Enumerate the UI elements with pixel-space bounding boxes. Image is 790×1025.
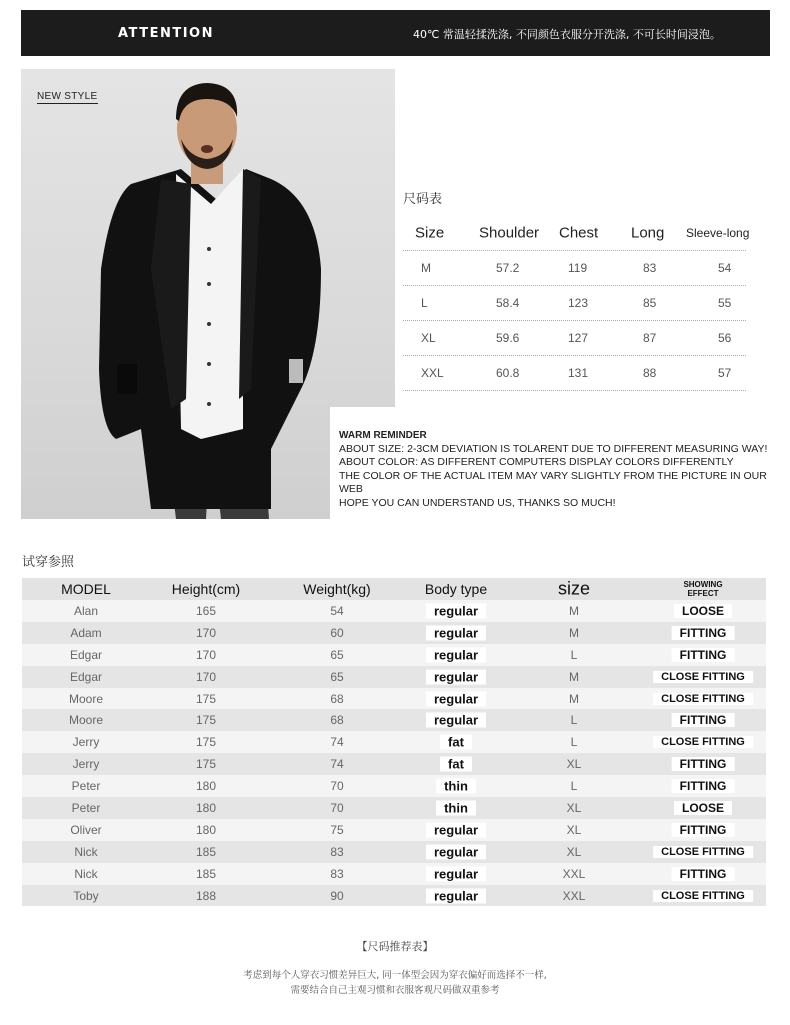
sleeve-long-cell: 54 [718,261,732,275]
size-header: Size [415,224,445,242]
height-cell: 180 [195,779,217,794]
chest-cell: 123 [568,296,589,310]
height-header: Height(cm) [171,581,241,597]
model-cell: Jerry [72,757,100,772]
height-cell: 170 [195,647,217,662]
weight-cell: 68 [330,691,344,706]
weight-cell: 74 [330,735,344,750]
attention-title: ATTENTION [118,26,214,41]
body-type-cell: regular [426,822,486,837]
showing-effect-cell: FITTING [672,867,735,881]
size-cell: L [570,713,578,728]
fit-chart-row [22,863,766,885]
height-cell: 185 [195,866,217,881]
shoulder-cell: 60.8 [496,366,520,380]
fit-chart-row [22,644,766,666]
height-cell: 175 [195,713,217,728]
fit-chart-row [22,600,766,622]
height-cell: 165 [195,603,217,618]
size-cell: XL [421,331,436,345]
warm-reminder-title: WARM REMINDER [339,430,427,441]
showing-effect-cell: FITTING [672,779,735,793]
height-cell: 185 [195,844,217,859]
reminder-line: HOPE YOU CAN UNDERSTAND US, THANKS SO MUCH! [339,496,616,509]
size-chart-table [403,216,750,391]
fit-chart-row [22,819,766,841]
shoulder-cell: 59.6 [496,331,520,345]
model-cell: Adam [70,625,102,640]
size-chart-header-row [403,216,750,251]
size-cell: XXL [421,366,444,380]
attention-banner [21,10,770,56]
weight-cell: 70 [330,800,344,815]
size-chart-row [403,251,746,286]
showing-effect-cell: FITTING [672,757,735,771]
showing-effect-cell: FITTING [672,648,735,662]
showing-effect-cell: CLOSE FITTING [653,890,753,902]
weight-cell: 54 [330,603,344,618]
weight-header: Weight(kg) [303,581,371,597]
height-cell: 175 [195,757,217,772]
showing-effect-cell: CLOSE FITTING [653,736,753,748]
showing-effect-cell: FITTING [672,713,735,727]
model-cell: Peter [71,779,101,794]
model-cell: Oliver [70,822,102,837]
weight-cell: 60 [330,625,344,640]
model-cell: Edgar [69,647,103,662]
showing-effect-cell: FITTING [672,823,735,837]
shoulder-cell: 57.2 [496,261,520,275]
size-cell: M [569,625,579,640]
size-cell: L [570,735,578,750]
model-cell: Nick [74,866,98,881]
size-chart-row [403,286,746,321]
reminder-line: THE COLOR OF THE ACTUAL ITEM MAY VARY SLIGHTLY FROM THE PICTURE IN OUR WEB [339,469,767,495]
showing-effect-cell: CLOSE FITTING [653,671,753,683]
fit-chart-row [22,666,766,688]
showing-effect-cell: CLOSE FITTING [653,693,753,705]
size-cell: M [569,691,579,706]
weight-cell: 83 [330,866,344,881]
reminder-line: ABOUT SIZE: 2-3CM DEVIATION IS TOLARENT DUE TO DIFFERENT MEASURING WAY! [339,442,768,455]
body-type-cell: fat [440,757,472,772]
size-cell: L [570,647,578,662]
fit-chart-row [22,709,766,731]
long-cell: 83 [643,261,657,275]
size-chart-heading: 尺码表 [403,192,443,207]
body-type-cell: fat [440,735,472,750]
chest-header: Chest [559,224,599,242]
height-cell: 175 [195,691,217,706]
chest-cell: 119 [568,261,588,275]
weight-cell: 68 [330,713,344,728]
long-header: Long [631,224,665,242]
size-cell: L [421,296,428,310]
size-cell: XL [566,844,582,859]
fit-chart-row [22,841,766,863]
fit-chart-row [22,688,766,710]
weight-cell: 75 [330,822,344,837]
size-header: size [557,578,591,599]
fit-chart-row [22,797,766,819]
body-type-cell: regular [426,625,486,640]
fit-chart-row [22,753,766,775]
size-cell: XXL [562,866,586,881]
showing-effect-cell: LOOSE [674,801,732,815]
size-cell: XL [566,800,582,815]
weight-cell: 83 [330,844,344,859]
note-line: 需要结合自己主观习惯和衣服客观尺码做双重参考 [290,985,500,996]
body-type-cell: regular [426,669,486,684]
body-type-cell: regular [426,647,486,662]
height-cell: 188 [195,888,217,903]
body-type-cell: regular [426,888,486,903]
note-line: 考虑到每个人穿衣习惯差异巨大, 同一体型会因为穿衣偏好而选择不一样, [243,970,547,981]
body-type-header: Body type [424,581,488,597]
sleeve-long-cell: 57 [718,366,732,380]
shoulder-cell: 58.4 [496,296,520,310]
height-cell: 180 [195,822,217,837]
model-cell: Alan [73,603,99,618]
weight-cell: 70 [330,779,344,794]
chest-cell: 127 [568,331,589,345]
long-cell: 87 [643,331,657,345]
weight-cell: 65 [330,647,344,662]
height-cell: 170 [195,625,217,640]
fit-chart-row [22,622,766,644]
size-recommendation-title: 【尺码推荐表】 [356,940,434,953]
body-type-cell: regular [426,844,486,859]
sleeve-long-cell: 55 [718,296,732,310]
model-cell: Toby [73,888,99,903]
body-type-cell: thin [436,779,476,794]
size-recommendation-note [0,968,790,998]
chest-cell: 131 [568,366,589,380]
model-cell: Moore [68,713,104,728]
warm-reminder [330,407,790,519]
sleeve-long-cell: 56 [718,331,732,345]
weight-cell: 90 [330,888,344,903]
weight-cell: 65 [330,669,344,684]
model-cell: Jerry [72,735,100,750]
washing-instructions: 40℃ 常温轻揉洗涤, 不同颜色衣服分开洗涤, 不可长时间浸泡。 [413,28,721,41]
model-cell: Peter [71,800,101,815]
size-cell: XXL [562,888,586,903]
body-type-cell: regular [426,603,486,618]
weight-cell: 74 [330,757,344,772]
model-cell: Nick [74,844,98,859]
fit-chart-table [22,578,766,906]
showing-effect-cell: LOOSE [674,604,732,618]
height-cell: 180 [195,800,217,815]
new-style-tag: NEW STYLE [37,91,98,102]
reminder-line: ABOUT COLOR: AS DIFFERENT COMPUTERS DISPLAY COLORS DIFFERENTLY [339,456,734,468]
body-type-cell: regular [426,691,486,706]
showing-effect-cell: CLOSE FITTING [653,846,753,858]
fit-chart-row [22,885,766,907]
size-cell: M [569,603,579,618]
sleeve-long-header: Sleeve-long [686,226,750,240]
fit-chart-row [22,775,766,797]
size-cell: M [569,669,579,684]
size-cell: L [570,779,578,794]
size-cell: M [421,261,431,275]
fit-chart-heading: 试穿参照 [22,555,75,570]
shoulder-header: Shoulder [479,224,540,242]
size-chart-row [403,321,746,356]
showing-effect-cell: FITTING [672,626,735,640]
size-chart-row [403,356,746,391]
model-cell: Edgar [69,669,103,684]
long-cell: 85 [643,296,657,310]
long-cell: 88 [643,366,657,380]
body-type-cell: regular [426,866,486,881]
showing-effect-header: SHOWING EFFECT [683,580,723,598]
fit-chart-header-row [22,578,766,600]
model-cell: Moore [68,691,104,706]
height-cell: 175 [195,735,217,750]
size-cell: XL [566,822,582,837]
body-type-cell: thin [436,800,476,815]
model-header: MODEL [61,581,111,597]
height-cell: 170 [195,669,217,684]
fit-chart-row [22,731,766,753]
size-cell: XL [566,757,582,772]
body-type-cell: regular [426,713,486,728]
